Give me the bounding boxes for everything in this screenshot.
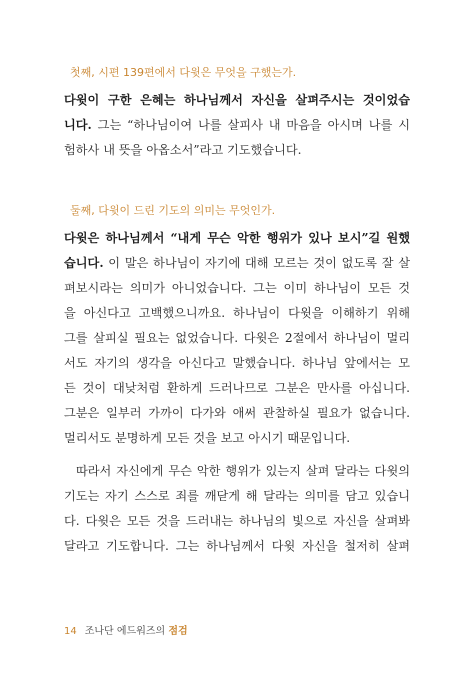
paragraph-3-line: 따라서 자신에게 무슨 악한 행위가 있는지 살펴 달라는 다윗의 bbox=[76, 464, 410, 478]
answer-2-line: 그분은 일부러 가까이 다가와 애써 관찰하실 필요가 없습니다. bbox=[64, 406, 410, 420]
paragraph-3-line: 달라고 기도합니다. 그는 하나님께서 다윗 자신을 철저히 살펴 bbox=[64, 539, 410, 553]
book-title: 조나단 에드워즈의 bbox=[84, 626, 169, 637]
question-2: 둘째, 다윗이 드린 기도의 의미는 무엇인가. bbox=[70, 204, 276, 217]
question-1: 첫째, 시편 139편에서 다윗은 무엇을 구했는가. bbox=[70, 66, 297, 79]
answer-2-line: 그를 살피실 필요는 없었습니다. 다윗은 2절에서 하나님이 멀리 bbox=[64, 331, 410, 345]
page-footer bbox=[64, 622, 188, 637]
paragraph-3-line: 기도는 자기 스스로 죄를 깨닫게 해 달라는 의미를 담고 있습니 bbox=[64, 489, 410, 503]
answer-1-line: 다윗이 구한 은혜는 하나님께서 자신을 살펴주시는 것이었습 bbox=[64, 93, 410, 107]
book-title-emphasis: 점검 bbox=[168, 626, 188, 637]
answer-1-line: 험하사 내 뜻을 아옵소서”라고 기도했습니다. bbox=[64, 143, 302, 157]
answer-1-line: 니다. 그는 “하나님이여 나를 살피사 내 마음을 아시며 나를 시 bbox=[64, 118, 410, 132]
page-number: 14 bbox=[64, 626, 77, 637]
answer-2-line: 펴보시라는 의미가 아니었습니다. 그는 이미 하나님이 모든 것 bbox=[64, 281, 410, 295]
answer-2-line: 습니다. 이 말은 하나님이 자기에 대해 모르는 것이 없도록 잘 살 bbox=[64, 256, 410, 270]
answer-2-line: 서도 자기의 생각을 아신다고 말했습니다. 하나님 앞에서는 모 bbox=[64, 356, 410, 370]
answer-2-line: 을 아신다고 고백했으니까요. 하나님이 다윗을 이해하기 위해 bbox=[64, 306, 410, 320]
paragraph-3-line: 다. 다윗은 모든 것을 드러내는 하나님의 빛으로 자신을 살펴봐 bbox=[64, 514, 410, 528]
answer-2-line: 다윗은 하나님께서 “내게 무슨 악한 행위가 있나 보시”길 원했 bbox=[64, 231, 410, 245]
answer-2-line: 든 것이 대낮처럼 환하게 드러나므로 그분은 만사를 아십니다. bbox=[64, 381, 410, 395]
answer-2-line: 멀리서도 분명하게 모든 것을 보고 아시기 때문입니다. bbox=[64, 431, 351, 445]
